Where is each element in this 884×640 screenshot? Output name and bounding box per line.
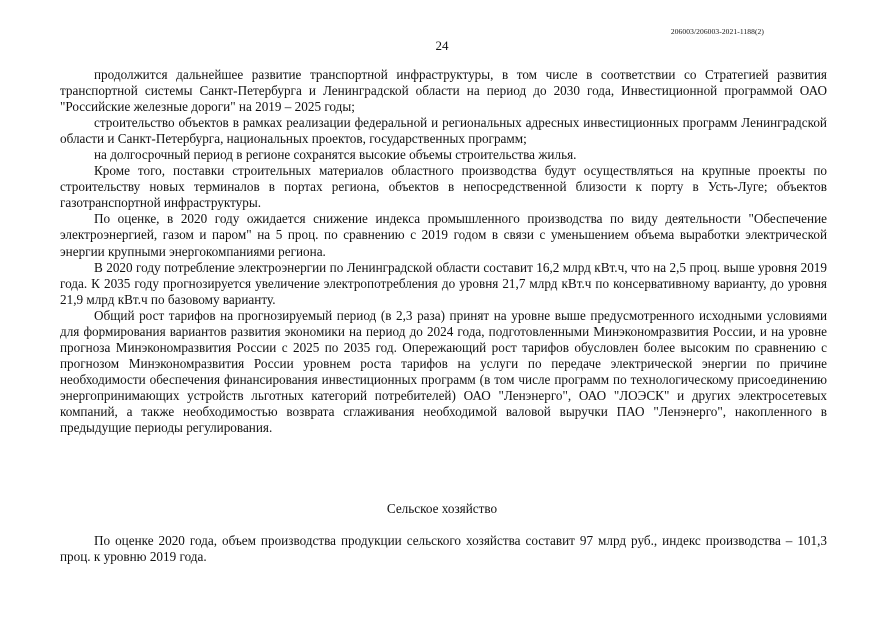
paragraph-housing: на долгосрочный период в регионе сохранятся высокие объемы строительства жилья. — [94, 147, 577, 163]
paragraph-electricity-consumption: В 2020 году потребление электроэнергии по Ленинградской области составит 16,2 млрд кВт.ч, что на 2,5 проц. выше уровня 2019 года. К 2035 году прогнозируется увеличение электропотребления до уровня 21,7 млрд кВт.ч по консервативному варианту, до уровня 21,9 млрд кВт.ч по базовому варианту. — [60, 259, 827, 307]
paragraph-tariffs: Общий рост тарифов на прогнозируемый период (в 2,3 раза) принят на уровне выше предусмотренного исходными условиями для формирования вариантов развития экономики на период до 2024 года, подготовленными Минэкономразвития России, и на уровне прогноза Минэкономразвития России с 2025 по 2035 год. Опережающий рост тарифов обусловлен более высоким по сравнению с прогнозом Минэкономразвития России уровнем роста тарифов на услуги по передаче электрической энергии по причине необходимости обеспечения финансирования инвестиционных программ (в том числе программ по технологическому присоединению энергопринимающих устройств льготных категорий потребителей) ОАО "Ленэнерго", ОАО "ЛОЭСК" и других электросетевых компаний, а также необходимостью возврата сглаживания необходимой валовой выручки ПАО "Ленэнерго", накопленного в предыдущие периоды регулирования. — [60, 307, 827, 436]
document-id: 206003/206003-2021-1188(2) — [670, 27, 764, 36]
page-number: 24 — [435, 38, 449, 53]
paragraph-energy-index: По оценке, в 2020 году ожидается снижение индекса промышленного производства по виду деятельности "Обеспечение электроэнергией, газом и паром" на 5 проц. по сравнению с 2019 годом в связи с уменьшением объема выработки электрической энергии крупными энергокомпаниями региона. — [60, 211, 827, 259]
paragraph-investment-programs: строительство объектов в рамках реализации федеральной и региональных адресных инвестиционных программ Ленинградской области и Санкт-Петербурга, национальных проектов, государственных программ; — [60, 115, 827, 147]
paragraph-materials: Кроме того, поставки строительных материалов областного производства будут осуществляться на крупные проекты по строительству новых терминалов в портах региона, объектов в непосредственной близости к порту в Усть-Луге; объектов газотранспортной инфраструктуры. — [60, 163, 827, 211]
section-body — [60, 533, 827, 565]
section-title: Сельское хозяйство — [386, 501, 498, 516]
body-text — [60, 67, 827, 436]
paragraph-transport: продолжится дальнейшее развитие транспортной инфраструктуры, в том числе в соответствии со Стратегией развития транспортной системы Санкт-Петербурга и Ленинградской области на период до 2030 года, Инвестиционной программой ОАО "Российские железные дороги" на 2019 – 2025 годы; — [60, 67, 827, 115]
paragraph-agriculture: По оценке 2020 года, объем производства продукции сельского хозяйства составит 97 млрд руб., индекс производства – 101,3 проц. к уровню 2019 года. — [60, 533, 827, 565]
